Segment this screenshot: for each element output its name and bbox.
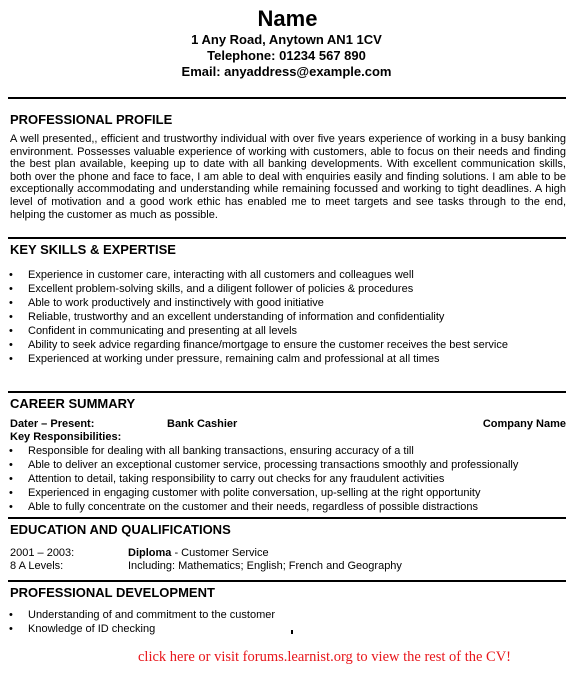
list-item: • Confident in communicating and presenting at all levels [9, 325, 298, 337]
bullet-icon: • [9, 325, 13, 337]
list-item: • Experienced in engaging customer with polite conversation, up-selling at the right opportunity [9, 487, 481, 499]
bullet-icon: • [9, 353, 13, 365]
job-dates: Dater – Present: [10, 418, 95, 430]
list-item: • Knowledge of ID checking [9, 623, 156, 635]
bullet-icon: • [9, 283, 13, 295]
section-divider [8, 237, 566, 239]
list-item: • Able to fully concentrate on the customer and their needs, regardless of possible distractions [9, 501, 479, 513]
bullet-icon: • [9, 501, 13, 513]
alevels-label: 8 A Levels: [10, 560, 64, 572]
candidate-name: Name [257, 6, 318, 31]
development-heading: PROFESSIONAL DEVELOPMENT [10, 585, 215, 600]
bullet-icon: • [9, 609, 13, 621]
list-item: • Experienced at working under pressure, remaining calm and professional at all times [9, 353, 440, 365]
list-item: • Ability to seek advice regarding finance/mortgage to ensure the customer receives the best service [9, 339, 508, 351]
section-divider [8, 97, 566, 99]
profile-section [8, 97, 566, 221]
bullet-icon: • [9, 487, 13, 499]
list-item: • Attention to detail, taking responsibility to carry out checks for any fraudulent activities [9, 473, 445, 485]
view-full-cv-link[interactable]: click here or visit forums.learnist.org to view the rest of the CV! [138, 649, 512, 665]
list-item: • Experience in customer care, interacting with all customers and colleagues well [9, 269, 414, 281]
bullet-icon: • [9, 473, 13, 485]
list-item: • Able to deliver an exceptional customer service, processing transactions smoothly and professionally [9, 459, 519, 471]
job-title: Bank Cashier [167, 418, 238, 430]
education-dates: 2001 – 2003: [10, 547, 75, 559]
career-heading: CAREER SUMMARY [10, 396, 136, 411]
bullet-icon: • [9, 297, 13, 309]
list-item: • Reliable, trustworthy and an excellent understanding of information and confidentiality [9, 311, 445, 323]
education-row-diploma [8, 547, 566, 560]
bullet-icon: • [9, 339, 13, 351]
responsibilities-label: Key Responsibilities: [10, 431, 122, 443]
address-line: 1 Any Road, Anytown AN1 1CV [191, 32, 382, 47]
section-divider [8, 391, 566, 393]
stray-mark [291, 630, 293, 634]
list-item: • Responsible for dealing with all banking transactions, ensuring accuracy of a till [9, 445, 414, 457]
list-item: • Excellent problem-solving skills, and a diligent follower of policies & procedures [9, 283, 414, 295]
skills-list [8, 268, 566, 366]
section-divider [8, 580, 566, 582]
bullet-icon: • [9, 445, 13, 457]
bullet-icon: • [9, 269, 13, 281]
skills-heading: KEY SKILLS & EXPERTISE [10, 242, 176, 257]
development-list [8, 608, 566, 636]
list-item: • Able to work productively and instinctively with good initiative [9, 297, 324, 309]
job-row [8, 418, 566, 431]
section-divider [8, 517, 566, 519]
skills-section [8, 237, 566, 366]
development-section [8, 580, 566, 636]
bullet-icon: • [9, 311, 13, 323]
alevels-detail: Including: Mathematics; English; French and Geography [128, 560, 402, 572]
responsibilities-list [8, 444, 566, 514]
education-heading: EDUCATION AND QUALIFICATIONS [10, 522, 231, 537]
telephone-line: Telephone: 01234 567 890 [207, 48, 366, 63]
company-name: Company Name [482, 418, 566, 430]
email-line: Email: anyaddress@example.com [181, 64, 392, 79]
list-item: • Understanding of and commitment to the customer [9, 609, 276, 621]
career-section [8, 391, 566, 514]
bullet-icon: • [9, 459, 13, 471]
bullet-icon: • [9, 623, 13, 635]
profile-heading: PROFESSIONAL PROFILE [10, 112, 173, 127]
education-row-alevels [8, 560, 566, 573]
cv-header [0, 6, 573, 80]
education-section [8, 517, 566, 573]
diploma-entry: Diploma - Customer Service [128, 547, 269, 559]
profile-paragraph: A well presented,, efficient and trustworthy individual with over five years experience of working in a busy banking environment. Possesses valuable experience of working with customers, able to focus on their needs and finding the best plan available, keeping up to date with all banking developments. With excellent communication skills, both over the phone and face to face, I am able to deal with enquiries easily and finding solutions. I am able to be exceptionally accommodating and understanding while remaining focussed and working to tight deadlines. A high level of motivation and a good work ethic has enabled me to meet targets and see tasks through to the end, helping the customer as much as possible. [10, 133, 566, 221]
